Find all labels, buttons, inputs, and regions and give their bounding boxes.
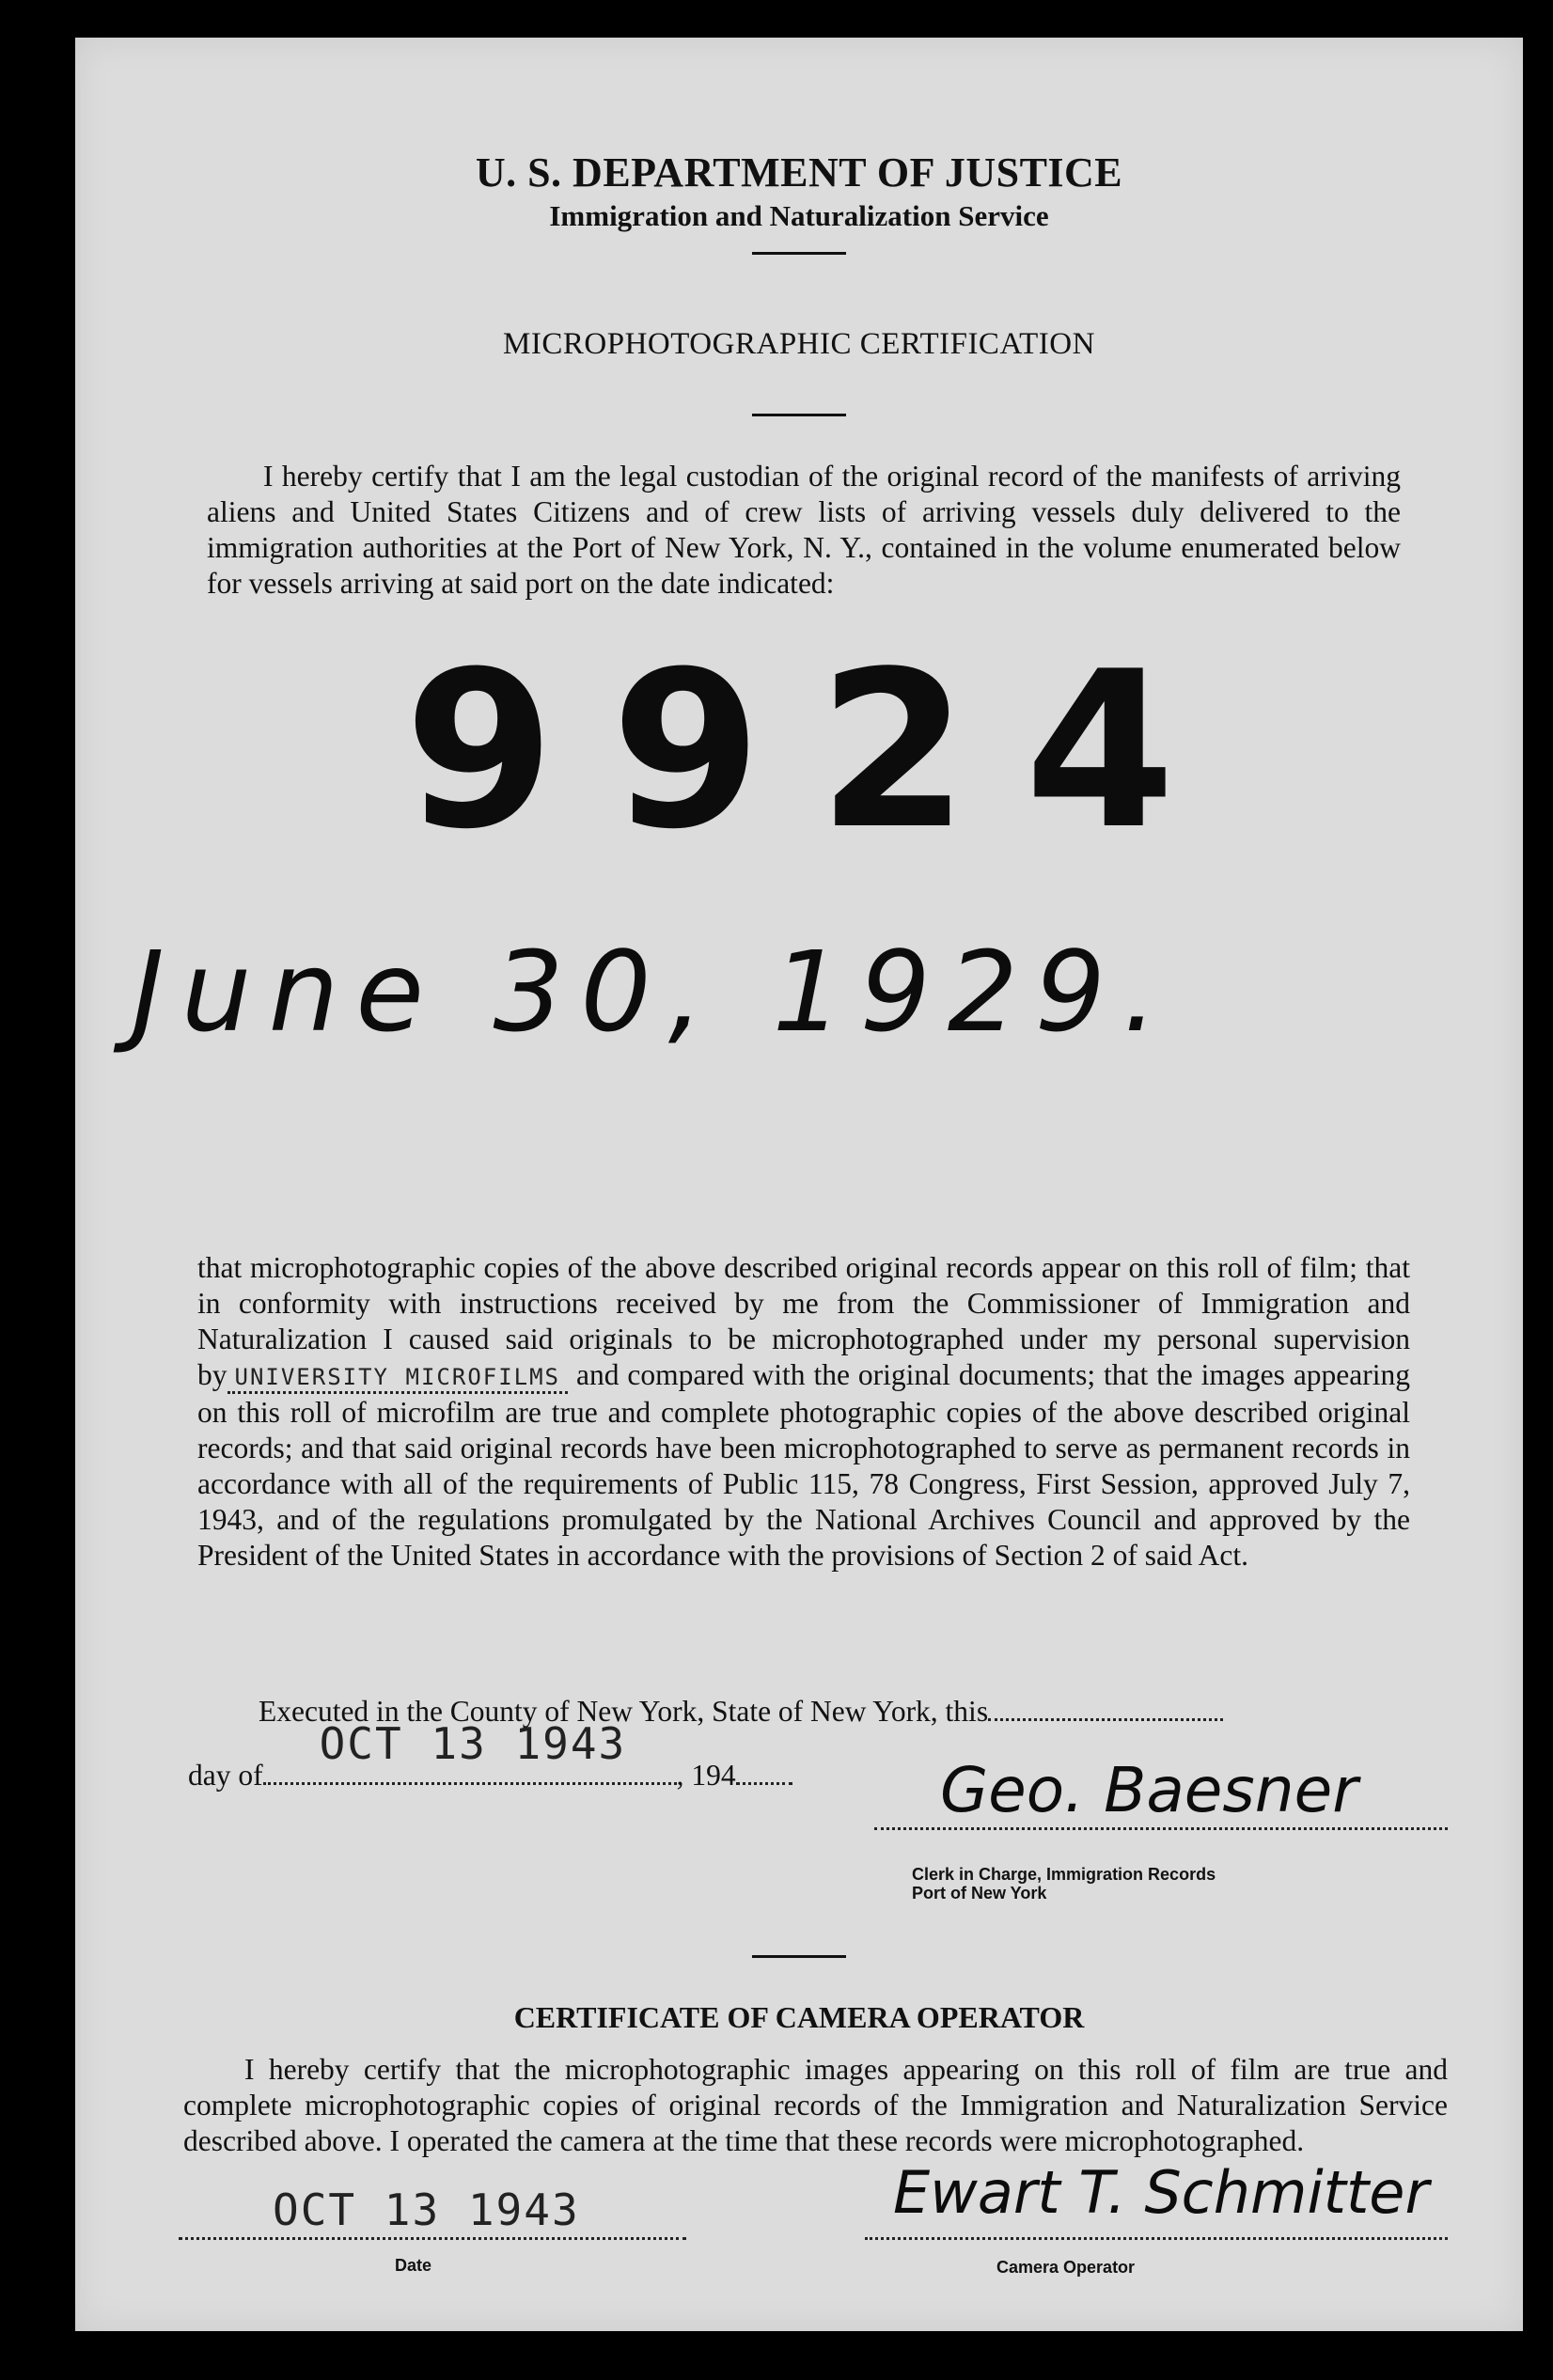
operator-signature-line (865, 2237, 1448, 2240)
handwritten-volume-number: 9924 (404, 626, 1232, 877)
camera-certificate-title: CERTIFICATE OF CAMERA OPERATOR (513, 2000, 1085, 2034)
camera-date-stamp: OCT 13 1943 (273, 2184, 580, 2235)
divider-bottom (752, 1955, 846, 1958)
vendor-line (227, 1358, 569, 1394)
day-of-line (188, 1718, 940, 1793)
date-label: Date (395, 2256, 432, 2275)
service-subheading: Immigration and Naturalization Service (549, 199, 1049, 232)
clerk-signature: Geo. Baesner (940, 1754, 1358, 1826)
clerk-title-line1: Clerk in Charge, Immigration Records (912, 1865, 1216, 1884)
certification-title: MICROPHOTOGRAPHIC CERTIFICATION (503, 327, 1095, 361)
clerk-title-line2: Port of New York (912, 1884, 1047, 1902)
body-text-part1: that microphotographic copies of the above described original records appear on this roll of film; that in conformity with instructions received by me from the Commissioner of Immigration and Naturalization I caused said originals to be microphotographed under my personal supervision by (197, 1251, 1410, 1391)
year-prefix: , 194 (676, 1759, 736, 1792)
clerk-signature-line (874, 1827, 1448, 1830)
vendor-name: UNIVERSITY MICROFILMS (234, 1364, 561, 1390)
date-signature-line (179, 2237, 686, 2240)
operator-signature: Ewart T. Schmitter (893, 2158, 1429, 2227)
body-text-part2: and compared with the original documents; that the images appearing on this roll of microfilm are true and complete photographic copies of the above described original records; and that said original records have been microphotographed to serve as permanent records in accordance with all of the requirements of Public 115, 78 Congress, First Session, approved July 7, 1943, and of the regulations promulgated by the National Archives Council and approved by the President of the United States in accordance with the provisions of Section 2 of said Act. (197, 1358, 1411, 1572)
operator-label: Camera Operator (996, 2258, 1136, 2277)
handwritten-date: June 30, 1929. (132, 927, 1175, 1057)
day-of-date-stamp: OCT 13 1943 (319, 1718, 627, 1769)
certificate-page (75, 38, 1523, 2331)
executed-text: Executed in the County of New York, State of New York, this (259, 1695, 989, 1728)
department-heading: U. S. DEPARTMENT OF JUSTICE (475, 149, 1123, 196)
divider-top (752, 252, 846, 255)
divider-middle (752, 414, 846, 416)
camera-certificate-paragraph: I hereby certify that the microphotographic images appearing on this roll of film are true and complete microphotographic copies of original records of the Immigration and Naturalization Service described above. I operated the camera at the time that these records were microphotographed. (183, 2053, 1448, 2157)
year-blank (736, 1782, 792, 1785)
executed-day-blank (988, 1718, 1223, 1721)
day-of-label: day of (188, 1759, 263, 1792)
intro-paragraph: I hereby certify that I am the legal custodian of the original record of the manifests of arriving aliens and United States Citizens and of crew lists of arriving vessels duly delivered to the immigration authorities at the Port of New York, N. Y., contained in the volume enumerated below for vessels arriving at said port on the date indicated: (207, 460, 1401, 600)
day-of-blank (263, 1718, 677, 1785)
body-paragraph (197, 1250, 1410, 1574)
